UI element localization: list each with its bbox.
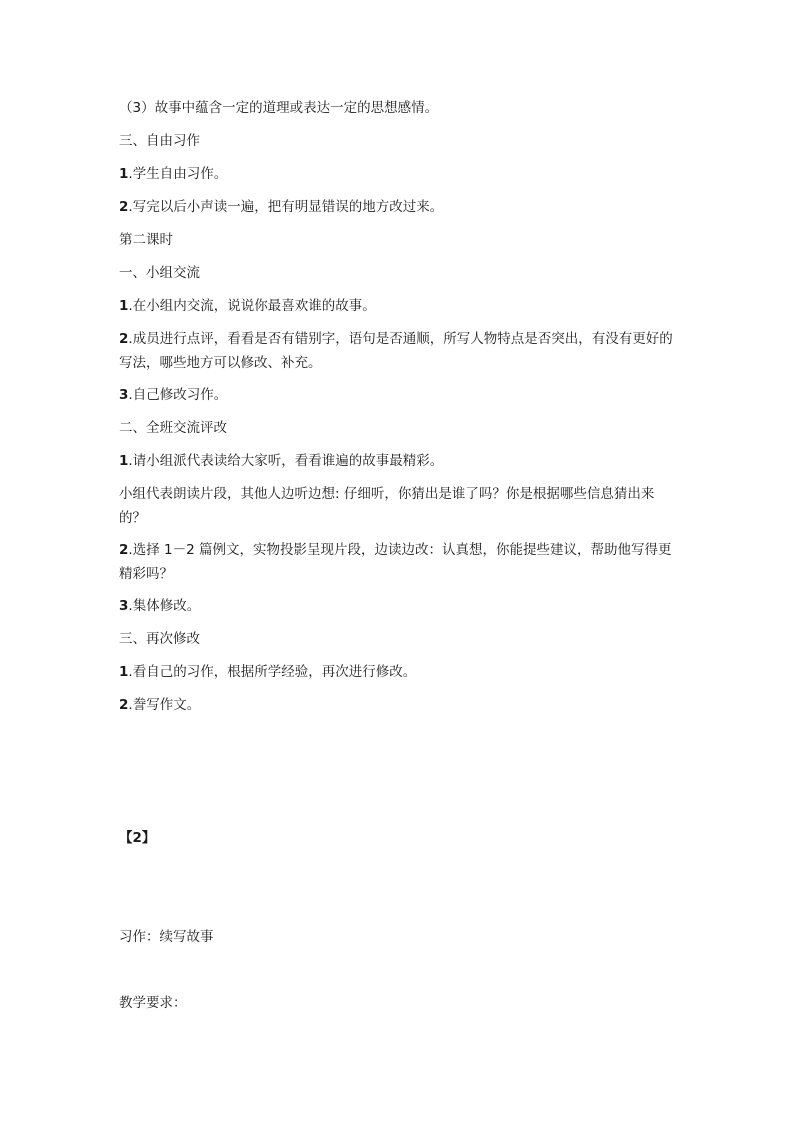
teaching-requirements-label: 教学要求： <box>119 995 187 1011</box>
item-text: .誊写作文。 <box>128 697 201 713</box>
item-number: 3 <box>119 387 129 403</box>
item-number: 2 <box>119 542 129 558</box>
section-title: 习作：续写故事 <box>119 929 214 945</box>
heading-free-writing: 三、自由习作 <box>119 133 200 149</box>
item-number: 3 <box>119 598 129 614</box>
paragraph-group-exchange-1 <box>119 294 679 318</box>
item-number: 1 <box>119 453 129 469</box>
item-number: 2 <box>119 331 129 347</box>
item-text: .选择 1－2 篇例文，实物投影呈现片段，边读边改：认真想，你能提些建议，帮助他写得更精彩吗？ <box>119 542 672 582</box>
item-number: 1 <box>119 664 129 680</box>
paragraph-story-requirement-3: （3）故事中蕴含一定的道理或表达一定的思想感情。 <box>119 100 439 116</box>
paragraph-revise-again-2 <box>119 693 679 717</box>
paragraph-class-review-2 <box>119 538 679 586</box>
heading-class-review: 二、全班交流评改 <box>119 420 227 436</box>
heading-revise-again: 三、再次修改 <box>119 631 200 647</box>
item-text: .学生自由习作。 <box>128 166 228 182</box>
item-text: .请小组派代表读给大家听，看看谁遍的故事最精彩。 <box>128 453 444 469</box>
paragraph-group-exchange-3 <box>119 383 679 407</box>
paragraph-group-exchange-2 <box>119 327 679 375</box>
item-text: .自己修改习作。 <box>128 387 228 403</box>
paragraph-class-review-3 <box>119 594 679 618</box>
heading-group-exchange: 一、小组交流 <box>119 265 200 281</box>
paragraph-representative-reading: 小组代表朗读片段，其他人边听边想: 仔细听，你猜出是谁了吗？你是根据哪些信息猜出来的？ <box>119 486 655 526</box>
item-text: .成员进行点评，看看是否有错别字，语句是否通顺，所写人物特点是否突出，有没有更好的写法，哪些地方可以修改、补充。 <box>119 331 673 371</box>
paragraph-class-review-1 <box>119 449 679 473</box>
item-text: .看自己的习作，根据所学经验，再次进行修改。 <box>128 664 417 680</box>
item-text: .在小组内交流，说说你最喜欢谁的故事。 <box>128 298 376 314</box>
item-text: .集体修改。 <box>128 598 201 614</box>
item-text: .写完以后小声读一遍，把有明显错误的地方改过来。 <box>128 199 444 215</box>
paragraph-free-writing-2 <box>119 195 679 219</box>
section-marker: 【2】 <box>119 830 156 846</box>
item-number: 1 <box>119 298 129 314</box>
paragraph-free-writing-1 <box>119 162 679 186</box>
item-number: 1 <box>119 166 129 182</box>
item-number: 2 <box>119 697 129 713</box>
heading-second-lesson: 第二课时 <box>119 232 173 248</box>
item-number: 2 <box>119 199 129 215</box>
paragraph-revise-again-1 <box>119 660 679 684</box>
